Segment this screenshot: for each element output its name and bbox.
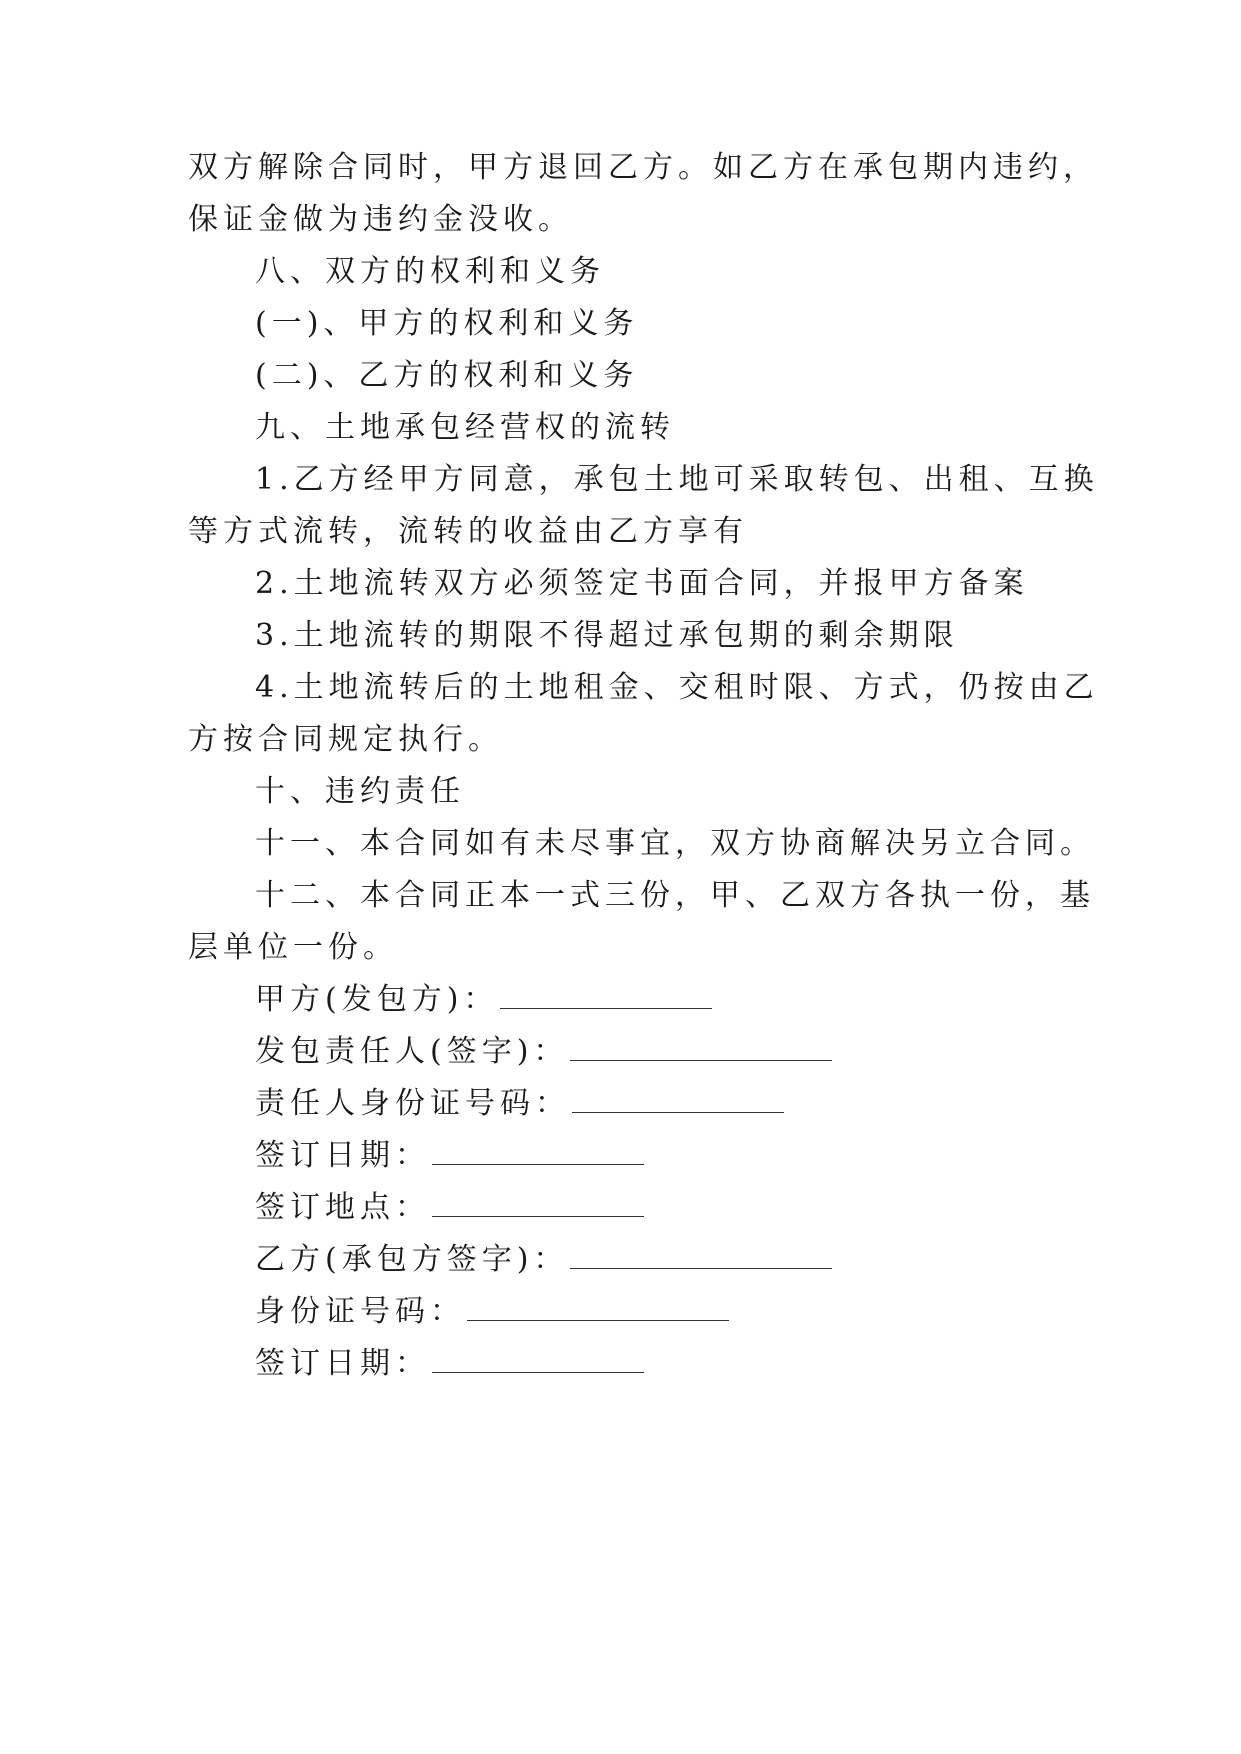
subsection-heading: (一)、甲方的权利和义务 — [255, 306, 639, 341]
signature-blank[interactable] — [432, 1346, 644, 1373]
field-label: 甲方(发包方)： — [255, 982, 499, 1017]
section-heading: 八、双方的权利和义务 — [255, 254, 605, 289]
paragraph-line: 3.土地流转的期限不得超过承包期的剩余期限 — [255, 618, 959, 653]
paragraph-line: 双方解除合同时，甲方退回乙方。如乙方在承包期内违约， — [188, 150, 1098, 185]
signature-field-sign-date — [255, 1136, 644, 1176]
signature-blank[interactable] — [432, 1190, 644, 1217]
section-heading: 九、土地承包经营权的流转 — [255, 410, 675, 445]
paragraph-line: 等方式流转，流转的收益由乙方享有 — [188, 514, 748, 549]
paragraph-line: 方按合同规定执行。 — [188, 722, 503, 757]
signature-blank[interactable] — [500, 982, 712, 1009]
field-label: 签订日期： — [255, 1138, 430, 1173]
section-heading: 十、违约责任 — [255, 774, 465, 809]
signature-blank[interactable] — [467, 1294, 729, 1321]
field-label: 发包责任人(签字)： — [255, 1034, 569, 1069]
signature-blank[interactable] — [570, 1034, 832, 1061]
subsection-heading: (二)、乙方的权利和义务 — [255, 358, 639, 393]
paragraph-line: 4.土地流转后的土地租金、交租时限、方式，仍按由乙 — [255, 670, 1099, 705]
signature-blank[interactable] — [570, 1242, 832, 1269]
signature-blank[interactable] — [432, 1138, 644, 1165]
paragraph-line: 保证金做为违约金没收。 — [188, 202, 573, 237]
signature-field-sign-place — [255, 1188, 644, 1228]
paragraph-line: 1.乙方经甲方同意，承包土地可采取转包、出租、互换 — [255, 462, 1099, 497]
signature-field-contract-person — [255, 1032, 832, 1072]
signature-field-party-b — [255, 1240, 832, 1280]
field-label: 责任人身份证号码： — [255, 1086, 570, 1121]
paragraph-line: 2.土地流转双方必须签定书面合同，并报甲方备案 — [255, 566, 1029, 601]
paragraph-line: 十二、本合同正本一式三份，甲、乙双方各执一份，基 — [255, 878, 1095, 913]
signature-field-party-a — [255, 980, 712, 1020]
field-label: 签订日期： — [255, 1346, 430, 1381]
signature-field-id-number — [255, 1084, 784, 1124]
signature-field-party-b-date — [255, 1344, 644, 1384]
field-label: 乙方(承包方签字)： — [255, 1242, 569, 1277]
field-label: 签订地点： — [255, 1190, 430, 1225]
paragraph-line: 十一、本合同如有未尽事宜，双方协商解决另立合同。 — [255, 826, 1095, 861]
field-label: 身份证号码： — [255, 1294, 465, 1329]
paragraph-line: 层单位一份。 — [188, 930, 398, 965]
signature-blank[interactable] — [572, 1086, 784, 1113]
signature-field-party-b-id — [255, 1292, 729, 1332]
